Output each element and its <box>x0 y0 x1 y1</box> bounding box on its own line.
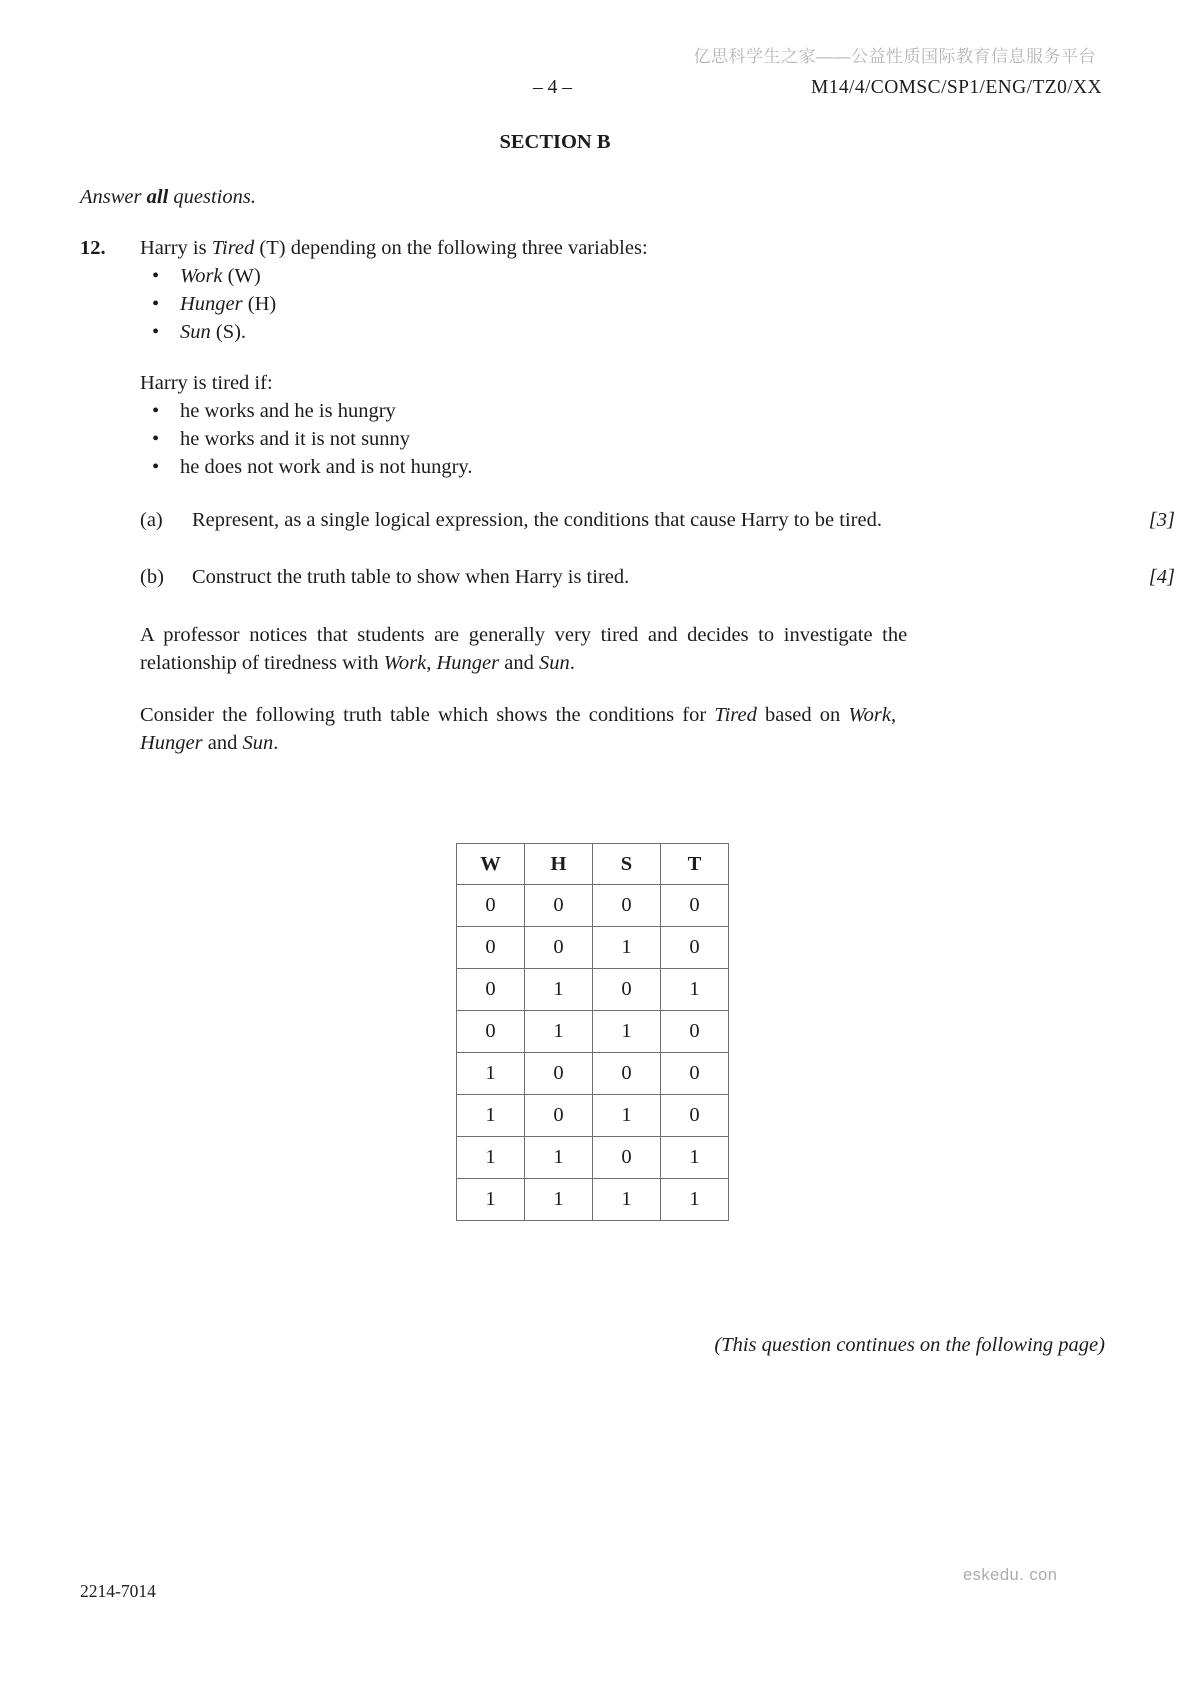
table-cell: 0 <box>525 1053 593 1095</box>
part-b-label: (b) <box>140 566 164 588</box>
instruction-post: questions. <box>168 186 256 208</box>
table-cell: 0 <box>661 1053 729 1095</box>
paper-code: M14/4/COMSC/SP1/ENG/TZ0/XX <box>810 77 1102 98</box>
table-row <box>457 1137 729 1179</box>
table-cell: 0 <box>457 885 525 927</box>
section-title: SECTION B <box>499 131 611 153</box>
table-cell: 0 <box>457 1011 525 1053</box>
table-cell: 0 <box>661 1011 729 1053</box>
paragraph-line <box>140 729 1045 757</box>
tired-if-heading: Harry is tired if: <box>140 372 273 394</box>
intro-tired-italic: Tired <box>211 237 255 259</box>
table-cell: 0 <box>593 1137 661 1179</box>
table-cell: 0 <box>457 969 525 1011</box>
table-cell: 1 <box>593 1095 661 1137</box>
table-cell: 1 <box>457 1053 525 1095</box>
part-a-marks: [3] <box>1148 509 1175 531</box>
table-cell: 0 <box>525 1095 593 1137</box>
question-number: 12. <box>80 237 106 259</box>
text: relationship of tiredness with <box>140 652 384 674</box>
instruction-pre: Answer <box>80 186 147 208</box>
table-cell: 1 <box>457 1095 525 1137</box>
footer-code: 2214-7014 <box>80 1581 156 1601</box>
table-header-cell: T <box>661 844 729 885</box>
variable-abbr: (W) <box>222 265 261 287</box>
instruction-bold: all <box>146 186 169 208</box>
paragraph-line: A professor notices that students are generally very tired and decides to investigate the <box>140 624 908 646</box>
bottom-watermark-text: eskedu. con <box>963 1566 1058 1584</box>
tired-italic: Tired <box>714 704 757 726</box>
variables-list <box>140 262 1105 346</box>
part-a-row <box>140 506 1175 534</box>
table-cell: 1 <box>661 969 729 1011</box>
table-cell: 1 <box>525 1011 593 1053</box>
table-row <box>457 1053 729 1095</box>
intro-text: Harry is <box>140 237 212 259</box>
truth-table <box>456 843 729 1221</box>
table-cell: 1 <box>457 1137 525 1179</box>
table-cell: 0 <box>661 927 729 969</box>
table-cell: 0 <box>457 927 525 969</box>
work-italic: Work <box>848 704 891 726</box>
table-header-row <box>457 844 729 885</box>
question-12 <box>80 234 1175 757</box>
answer-instruction <box>80 186 256 209</box>
hunger-italic: Hunger <box>140 732 203 754</box>
part-a-text: Represent, as a single logical expression, the conditions that cause Harry to be tired. <box>192 509 882 531</box>
work-italic: Work <box>383 652 427 674</box>
part-a-label: (a) <box>140 509 163 531</box>
table-cell: 0 <box>525 927 593 969</box>
table-cell: 0 <box>593 1053 661 1095</box>
table-cell: 1 <box>525 969 593 1011</box>
page-number: – 4 – <box>533 77 572 98</box>
intro-text-rest: (T) depending on the following three variables: <box>254 237 648 259</box>
list-item: • he works and he is hungry <box>140 397 1105 425</box>
question-intro <box>140 234 1105 262</box>
list-item: • he works and it is not sunny <box>140 425 1105 453</box>
table-row <box>457 969 729 1011</box>
tired-conditions-list <box>140 397 1105 481</box>
variable-name: Work <box>180 265 223 287</box>
table-cell: 1 <box>525 1137 593 1179</box>
list-item <box>140 262 1105 290</box>
list-item <box>140 318 1105 346</box>
sun-italic: Sun <box>538 652 570 674</box>
table-cell: 1 <box>593 927 661 969</box>
table-row <box>457 1179 729 1221</box>
table-cell: 1 <box>593 1011 661 1053</box>
part-b-marks: [4] <box>1148 566 1175 588</box>
table-row <box>457 1095 729 1137</box>
text: based on <box>756 704 849 726</box>
table-header-cell: S <box>593 844 661 885</box>
text: and <box>202 732 243 754</box>
table-cell: 1 <box>593 1179 661 1221</box>
consider-paragraph <box>140 701 1045 757</box>
professor-paragraph <box>140 621 1045 677</box>
continues-note: (This question continues on the following page) <box>714 1334 1105 1356</box>
text: and <box>499 652 539 674</box>
table-cell: 1 <box>525 1179 593 1221</box>
hunger-italic: Hunger <box>436 652 500 674</box>
question-body <box>80 234 1175 757</box>
text: . <box>569 652 575 674</box>
part-b-row <box>140 563 1175 591</box>
table-cell: 0 <box>593 969 661 1011</box>
list-item <box>140 290 1105 318</box>
table-row <box>457 927 729 969</box>
sun-italic: Sun <box>242 732 274 754</box>
table-cell: 1 <box>661 1137 729 1179</box>
table-cell: 0 <box>661 1095 729 1137</box>
text: Consider the following truth table which shows the conditions for <box>140 704 715 726</box>
variable-abbr: (H) <box>242 293 277 315</box>
table-cell: 1 <box>661 1179 729 1221</box>
table-cell: 0 <box>593 885 661 927</box>
paragraph-line <box>140 649 1045 677</box>
part-b-text: Construct the truth table to show when Harry is tired. <box>192 566 630 588</box>
list-item: • he does not work and is not hungry. <box>140 453 1105 481</box>
text: . <box>273 732 279 754</box>
top-watermark-text: 亿思科学生之家——公益性质国际教育信息服务平台 <box>693 47 1096 66</box>
variable-abbr: (S). <box>210 321 247 343</box>
table-cell: 1 <box>457 1179 525 1221</box>
table-cell: 0 <box>525 885 593 927</box>
table-header-cell: H <box>525 844 593 885</box>
table-row <box>457 885 729 927</box>
text: , <box>426 652 437 674</box>
variable-name: Sun <box>180 321 211 343</box>
table-header-cell: W <box>457 844 525 885</box>
variable-name: Hunger <box>180 293 243 315</box>
table-row <box>457 1011 729 1053</box>
paragraph-line <box>140 701 1045 729</box>
table-cell: 0 <box>661 885 729 927</box>
text: , <box>890 704 897 726</box>
